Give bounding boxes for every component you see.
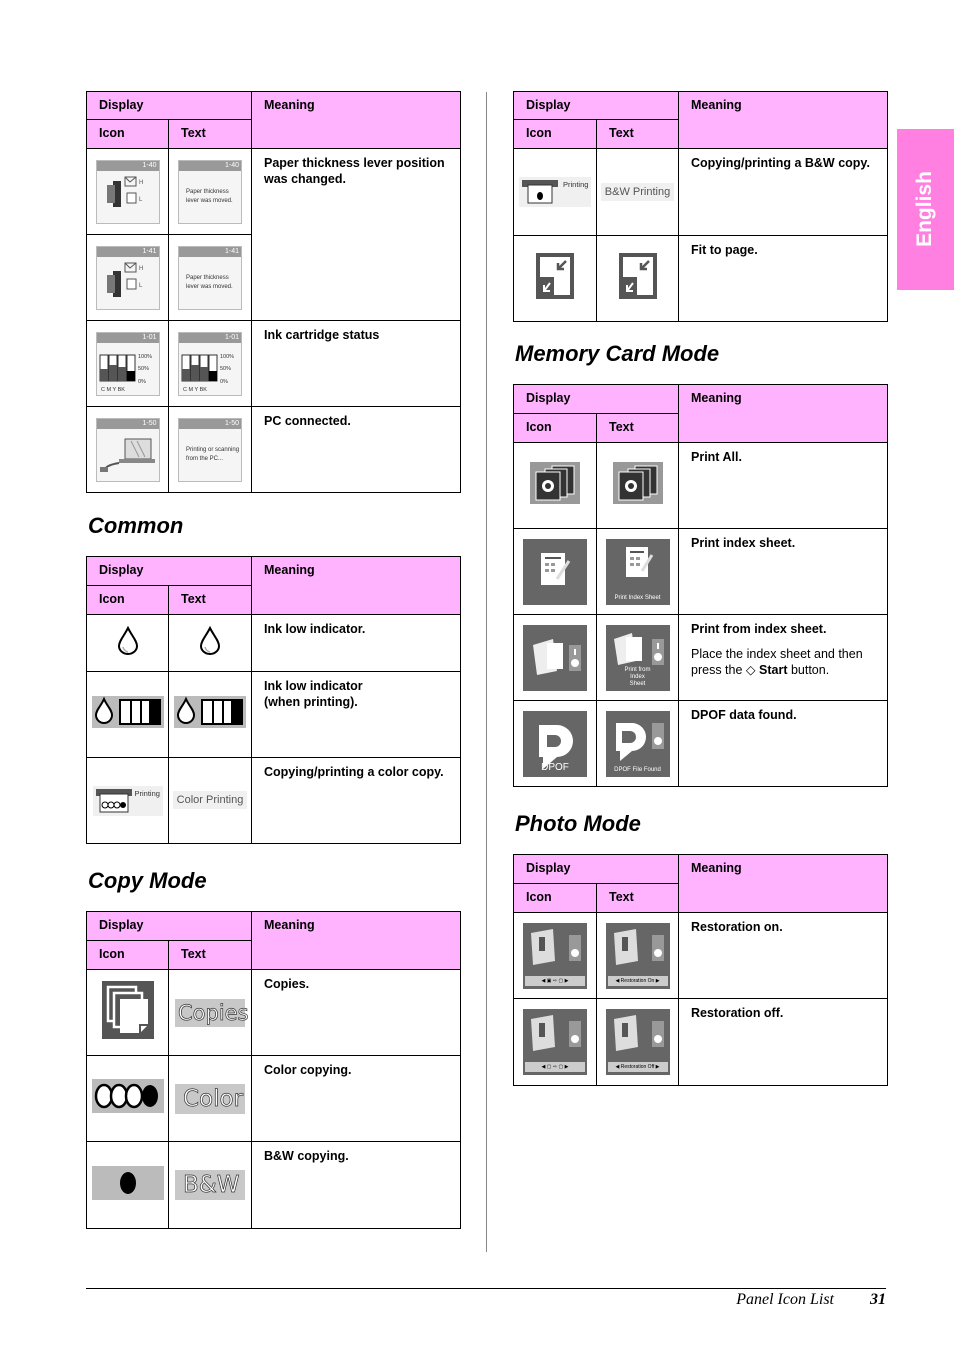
ink-drop-icon bbox=[116, 626, 140, 656]
dpof-file-found-screen: DPOF File Found bbox=[606, 711, 670, 777]
copies-text: Copies bbox=[175, 999, 245, 1027]
header-text: Text bbox=[597, 120, 679, 149]
table-photo-mode bbox=[513, 854, 888, 1086]
pc-connected-meaning: PC connected. bbox=[252, 407, 461, 493]
ink-low-printing-icon bbox=[174, 696, 246, 728]
photo-mode-heading: Photo Mode bbox=[515, 811, 641, 836]
svg-text:C M Y BK: C M Y BK bbox=[100, 386, 125, 393]
bw-copying-icon bbox=[92, 1166, 164, 1200]
header-meaning: Meaning bbox=[252, 912, 461, 970]
copy-mode-heading: Copy Mode bbox=[88, 868, 207, 893]
paper-lever-l-text-screen: 1-41 Paper thickness lever was moved. bbox=[178, 246, 242, 310]
header-display: Display bbox=[87, 557, 252, 586]
header-text: Text bbox=[169, 120, 252, 149]
svg-text:H: H bbox=[138, 265, 143, 272]
svg-text:100%: 100% bbox=[220, 353, 235, 360]
right-arrow-icon: ▶ bbox=[654, 1064, 660, 1070]
paper-lever-text-cell bbox=[169, 149, 252, 235]
restoration-on-screen: ◀ Restoration On ▶ bbox=[606, 923, 670, 989]
header-meaning: Meaning bbox=[252, 92, 461, 149]
paper-lever-l-screen-icon: 1-41 H L bbox=[96, 246, 160, 310]
print-from-index-meaning: Print from index sheet. Place the index sheet and then press the ◇ Start button. bbox=[679, 615, 888, 701]
print-all-meaning: Print All. bbox=[679, 443, 888, 529]
print-from-index-note: Place the index sheet and then press the ◇ Start button. bbox=[691, 647, 863, 677]
print-index-sheet-screen: Print Index Sheet bbox=[606, 539, 670, 605]
ink-status-text-screen: 1-01 C M Y BK 100% 50% 0% bbox=[178, 332, 242, 396]
table-memory-card-mode bbox=[513, 384, 888, 787]
svg-text:0%: 0% bbox=[220, 378, 228, 385]
table-common bbox=[86, 556, 461, 844]
restoration-on-meaning: Restoration on. bbox=[679, 913, 888, 999]
ink-drop-icon bbox=[198, 626, 222, 656]
right-arrow-icon: ▶ bbox=[654, 977, 660, 984]
paper-lever-icon-cell bbox=[87, 149, 169, 235]
ink-status-meaning: Ink cartridge status bbox=[252, 321, 461, 407]
restoration-on-nav: ◀ ▣ ⇨ ▢ ▶ bbox=[525, 976, 585, 986]
footer-title: Panel Icon List bbox=[736, 1291, 834, 1308]
color-printing-text: Color Printing bbox=[173, 791, 248, 809]
svg-text:H: H bbox=[138, 179, 143, 186]
header-text: Text bbox=[169, 941, 252, 970]
header-icon: Icon bbox=[514, 414, 597, 443]
header-icon: Icon bbox=[514, 120, 597, 149]
bw-text: B&W bbox=[175, 1170, 245, 1200]
print-all-icon bbox=[613, 462, 663, 504]
restoration-off-icon bbox=[523, 1009, 587, 1075]
header-display: Display bbox=[87, 912, 252, 941]
header-display: Display bbox=[514, 855, 679, 884]
dpof-meaning: DPOF data found. bbox=[679, 701, 888, 787]
ink-status-screen-icon: 1-01 C M Y BK 100% 50% 0% bbox=[96, 332, 160, 396]
pc-connected-text-screen: 1-50 Printing or scanning from the PC... bbox=[178, 418, 242, 482]
color-text: Color bbox=[175, 1084, 245, 1114]
header-icon: Icon bbox=[87, 120, 169, 149]
bw-printing-text: B&W Printing bbox=[601, 183, 674, 201]
language-side-tab bbox=[897, 129, 954, 290]
header-text: Text bbox=[169, 586, 252, 615]
header-display: Display bbox=[514, 92, 679, 120]
header-meaning: Meaning bbox=[679, 855, 888, 913]
header-meaning: Meaning bbox=[252, 557, 461, 615]
copies-meaning: Copies. bbox=[252, 970, 461, 1056]
language-tab-label: English bbox=[913, 171, 936, 247]
svg-text:50%: 50% bbox=[137, 365, 149, 372]
restoration-on-icon bbox=[523, 923, 587, 989]
color-copying-icon bbox=[92, 1079, 164, 1113]
paper-lever-h-screen-icon: 1-40 H L bbox=[96, 160, 160, 224]
print-all-icon bbox=[530, 462, 580, 504]
fit-to-page-icon bbox=[536, 253, 574, 299]
fit-to-page-icon bbox=[619, 253, 657, 299]
paper-lever-h-text-screen: 1-40 Paper thickness lever was moved. bbox=[178, 160, 242, 224]
print-index-sheet-meaning: Print index sheet. bbox=[679, 529, 888, 615]
dpof-icon: DPOF bbox=[523, 711, 587, 777]
pc-connected-screen-icon: 1-50 bbox=[96, 418, 160, 482]
column-divider bbox=[486, 92, 487, 1252]
header-icon: Icon bbox=[87, 941, 169, 970]
table-printing-status bbox=[513, 91, 888, 322]
svg-text:L: L bbox=[138, 282, 142, 289]
header-meaning: Meaning bbox=[679, 385, 888, 443]
copies-icon bbox=[102, 981, 154, 1039]
restoration-off-nav: ◀ ▢ ⇨ ▢ ▶ bbox=[525, 1062, 585, 1072]
ink-low-printing-meaning: Ink low indicator (when printing). bbox=[252, 672, 461, 758]
table-general-status bbox=[86, 91, 461, 493]
svg-text:L: L bbox=[138, 196, 142, 203]
memory-card-mode-heading: Memory Card Mode bbox=[515, 341, 720, 366]
restoration-off-screen: ◀ Restoration Off ▶ bbox=[606, 1009, 670, 1075]
start-icon: ◇ bbox=[745, 663, 756, 677]
ink-low-meaning: Ink low indicator. bbox=[252, 615, 461, 672]
header-icon: Icon bbox=[514, 884, 597, 913]
common-heading: Common bbox=[88, 513, 184, 538]
header-meaning: Meaning bbox=[679, 92, 888, 149]
bw-copying-meaning: B&W copying. bbox=[252, 1142, 461, 1229]
header-display: Display bbox=[87, 92, 252, 120]
paper-lever-meaning: Paper thickness lever position was changed. bbox=[252, 149, 461, 321]
ink-low-printing-icon bbox=[92, 696, 164, 728]
table-copy-mode bbox=[86, 911, 461, 1229]
page-footer bbox=[86, 1291, 886, 1309]
header-text: Text bbox=[597, 884, 679, 913]
svg-text:0%: 0% bbox=[137, 378, 146, 385]
restoration-off-meaning: Restoration off. bbox=[679, 999, 888, 1086]
svg-text:50%: 50% bbox=[220, 365, 232, 372]
footer-rule bbox=[86, 1288, 886, 1289]
bw-printing-icon: Printing bbox=[519, 177, 591, 207]
header-icon: Icon bbox=[87, 586, 169, 615]
page-number: 31 bbox=[870, 1291, 886, 1308]
svg-text:100%: 100% bbox=[137, 353, 152, 360]
header-display: Display bbox=[514, 385, 679, 414]
color-copying-meaning: Color copying. bbox=[252, 1056, 461, 1142]
left-arrow-icon: ◀ bbox=[615, 977, 621, 984]
svg-text:C M Y BK: C M Y BK bbox=[183, 386, 207, 393]
color-printing-icon: Printing bbox=[93, 786, 163, 816]
fit-to-page-meaning: Fit to page. bbox=[679, 236, 888, 322]
print-from-index-screen: Print from Index Sheet bbox=[606, 625, 670, 691]
print-index-sheet-icon bbox=[523, 539, 587, 605]
header-text: Text bbox=[597, 414, 679, 443]
bw-copy-meaning: Copying/printing a B&W copy. bbox=[679, 149, 888, 236]
color-copy-meaning: Copying/printing a color copy. bbox=[252, 758, 461, 844]
print-from-index-icon bbox=[523, 625, 587, 691]
left-arrow-icon: ◀ bbox=[615, 1064, 621, 1070]
